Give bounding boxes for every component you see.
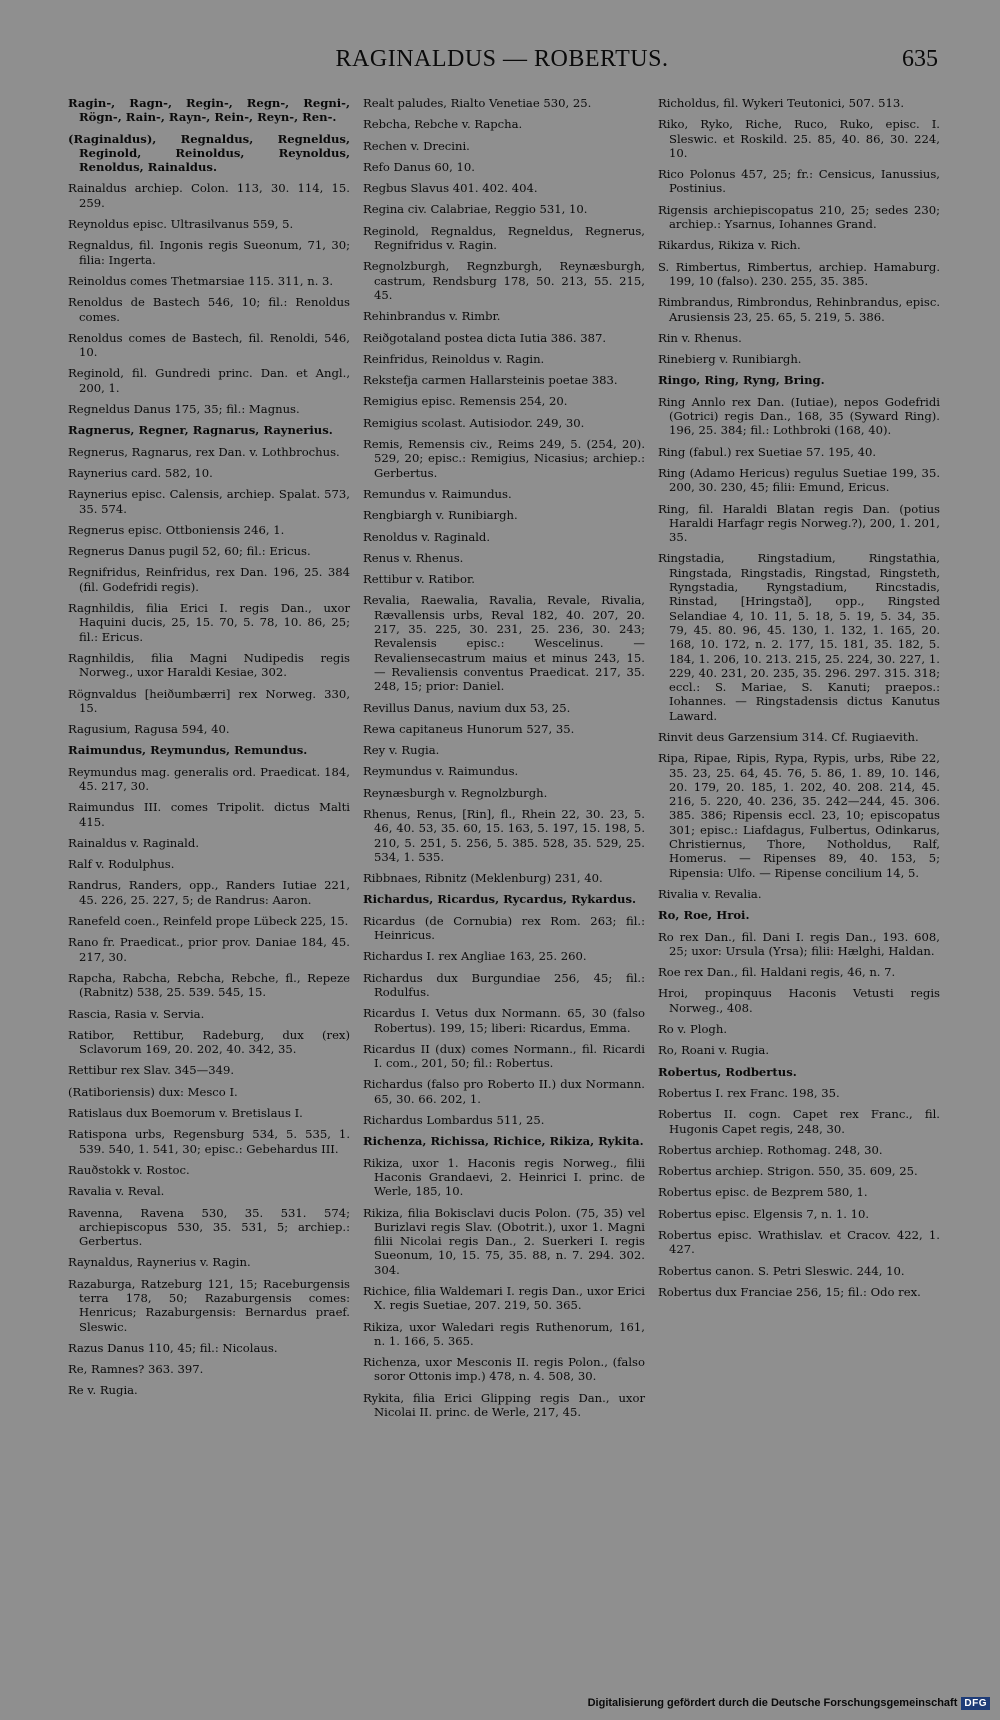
index-entry: Ratislaus dux Boemorum v. Bretislaus I. — [68, 1106, 303, 1121]
index-entry: Reinfridus, Reinoldus v. Ragin. — [363, 351, 545, 366]
index-column-2 — [363, 96, 645, 1426]
index-entry: Regnerus episc. Ottboniensis 246, 1. — [68, 522, 285, 537]
index-heading: (Raginaldus), Regnaldus, Regneldus, Reginold, Reinoldus, Reynoldus, Renoldus, Rainaldus. — [68, 131, 350, 175]
index-entry: Regina civ. Calabriae, Reggio 531, 10. — [363, 202, 588, 217]
index-entry: Riko, Ryko, Riche, Ruco, Ruko, episc. I. Sleswic. et Roskild. 25. 85, 40. 86, 30. 224, 10. — [658, 117, 940, 160]
index-entry: Ricardus (de Cornubia) rex Rom. 263; fil.: Heinricus. — [363, 913, 645, 943]
index-entry: Rikiza, uxor Waledari regis Ruthenorum, 161, n. 1. 166, 5. 365. — [363, 1319, 645, 1348]
index-entry: Robertus archiep. Rothomag. 248, 30. — [658, 1142, 883, 1157]
index-entry: Re v. Rugia. — [68, 1383, 138, 1398]
index-entry: Rainaldus v. Raginald. — [68, 835, 200, 850]
index-entry: Rikiza, uxor 1. Haconis regis Norweg., filii Haconis Grandaevi, 2. Heinrici I. princ. de Werle, 185, 10. — [363, 1155, 645, 1199]
index-entry: Razus Danus 110, 45; fil.: Nicolaus. — [68, 1340, 278, 1355]
index-column-3 — [658, 96, 940, 1306]
index-entry: Richoldus, fil. Wykeri Teutonici, 507. 513. — [658, 96, 904, 110]
index-entry: Regnerus Danus pugil 52, 60; fil.: Ericus. — [68, 544, 311, 559]
index-entry: Ragnhildis, filia Magni Nudipedis regis Norweg., uxor Haraldi Kesiae, 302. — [68, 650, 350, 680]
index-entry: Hroi, propinquus Haconis Vetusti regis Norweg., 408. — [658, 986, 940, 1015]
index-heading: Ragin-, Ragn-, Regin-, Regn-, Regni-, Rögn-, Rain-, Rayn-, Rein-, Reyn-, Ren-. — [68, 96, 350, 125]
index-entry: S. Rimbertus, Rimbertus, archiep. Hamaburg. 199, 10 (falso). 230. 255, 35. 385. — [658, 259, 940, 288]
index-entry: Ranefeld coen., Reinfeld prope Lübeck 225, 15. — [68, 914, 349, 929]
index-entry: Robertus episc. Elgensis 7, n. 1. 10. — [658, 1206, 870, 1221]
index-entry: Reinoldus comes Thetmarsiae 115. 311, n. 3. — [68, 273, 334, 288]
index-heading: Raimundus, Reymundus, Remundus. — [68, 743, 308, 758]
index-entry: Re, Ramnes? 363. 397. — [68, 1362, 204, 1377]
index-entry: Reymundus mag. generalis ord. Praedicat. 184, 45. 217, 30. — [68, 764, 350, 793]
index-entry: Ribbnaes, Ribnitz (Meklenburg) 231, 40. — [363, 871, 603, 886]
index-heading: Richenza, Richissa, Richice, Rikiza, Rykita. — [363, 1134, 644, 1149]
index-entry: Rinvit deus Garzensium 314. Cf. Rugiaevith. — [658, 729, 919, 744]
index-entry: Ring Annlo rex Dan. (Iutiae), nepos Godefridi (Gotrici) regis Dan., 168, 35 (Syward Ring). 196, 25. 384; fil.: Lothbroki (168, 40). — [658, 394, 940, 438]
index-entry: Remundus v. Raimundus. — [363, 486, 512, 501]
index-heading: Ragnerus, Regner, Ragnarus, Raynerius. — [68, 423, 333, 438]
index-entry: Randrus, Randers, opp., Randers Iutiae 221, 45. 226, 25. 227, 5; de Randrus: Aaron. — [68, 878, 350, 907]
index-heading: Ro, Roe, Hroi. — [658, 908, 750, 923]
index-entry: Robertus episc. Wrathislav. et Cracov. 422, 1. 427. — [658, 1228, 940, 1257]
index-entry: Regnolzburgh, Regnzburgh, Reynæsburgh, castrum, Rendsburg 178, 50. 213, 55. 215, 45. — [363, 259, 645, 302]
index-column-1 — [68, 96, 350, 1405]
index-entry: Remigius scolast. Autisiodor. 249, 30. — [363, 415, 585, 430]
index-entry: Realt paludes, Rialto Venetiae 530, 25. — [363, 96, 592, 110]
index-entry: Rey v. Rugia. — [363, 743, 440, 758]
index-entry: Regnaldus, fil. Ingonis regis Sueonum, 71, 30; filia: Ingerta. — [68, 238, 350, 267]
index-heading: Richardus, Ricardus, Rycardus, Rykardus. — [363, 892, 637, 907]
index-entry: Ripa, Ripae, Ripis, Rypa, Rypis, urbs, Ribe 22, 35. 23, 25. 64, 45. 76, 5. 86, 1. 89, 10. 146, 20. 179, 20. 185, 1. 202, 40. 208. 214, 45. 216, 5. 220, 40. 236, 35. 242—244, 45. 306. 385. 386; Ripensis eccl. 23, 10; episcopatus 301; episc.: Liafdagus, Fulbertus, Odinkarus, Christiernus, Thore, Notholdus, Ralf, Homerus. — Ripenses 89, 40. 153, 5; Ripensia: Ulfo. — Ripense concilium 14, 5. — [658, 751, 940, 880]
index-entry: Raynerius episc. Calensis, archiep. Spalat. 573, 35. 574. — [68, 487, 350, 516]
index-entry: Revalia, Raewalia, Ravalia, Revale, Rivalia, Rævallensis urbs, Reval 182, 40. 207, 20. 217, 35. 225, 30. 231, 25. 236, 30. 243; Revalensis episc.: Wescelinus. — Revaliensecastrum maius et minus 243, 15. — Revaliensis conventus Praedicat. 217, 35. 248, 15; prior: Daniel. — [363, 593, 645, 694]
index-entry: (Ratiboriensis) dux: Mesco I. — [68, 1084, 238, 1099]
index-entry: Ring, fil. Haraldi Blatan regis Dan. (potius Haraldi Harfagr regis Norweg.?), 200, 1. 201, 35. — [658, 501, 940, 545]
index-entry: Ragusium, Ragusa 594, 40. — [68, 722, 230, 737]
index-entry: Reginold, fil. Gundredi princ. Dan. et Angl., 200, 1. — [68, 366, 350, 395]
index-entry: Remis, Remensis civ., Reims 249, 5. (254, 20). 529, 20; episc.: Remigius, Nicasius; archiep.: Gerbertus. — [363, 437, 645, 480]
index-entry: Rechen v. Drecini. — [363, 138, 470, 153]
index-entry: Ringstadia, Ringstadium, Ringstathia, Ringstada, Ringstadis, Ringstad, Ringsteth, Ryngstadia, Ryngstadium, Rincstadis, Rinstad, [Hringstað], opp., Ringsted Selandiae 4, 10. 11, 5. 18, 5. 19, 5. 34, 35. 79, 45. 80. 96, 45. 130, 1. 132, 1. 165, 20. 168, 10. 172, n. 2. 177, 15. 181, 35. 182, 5. 184, 1. 206, 10. 213. 215, 25. 224, 30. 227, 1. 229, 40. 231, 20. 235, 35. 296. 297. 315. 318; eccl.: S. Mariae, S. Kanuti; praepos.: Iohannes. — Ringstadensis dictus Kanutus Laward. — [658, 551, 940, 723]
index-entry: Ralf v. Rodulphus. — [68, 857, 175, 872]
index-entry: Razaburga, Ratzeburg 121, 15; Raceburgensis terra 178, 50; Razaburgensis comes: Henricus; Razaburgensis: Bernardus praef. Sleswic. — [68, 1276, 350, 1334]
index-entry: Rinebierg v. Runibiargh. — [658, 352, 802, 367]
index-entry: Ring (Adamo Hericus) regulus Suetiae 199, 35. 200, 30. 230, 45; filii: Emund, Ericus. — [658, 465, 940, 495]
index-entry: Ravenna, Ravena 530, 35. 531. 574; archiepiscopus 530, 35. 531, 5; archiep.: Gerbertus. — [68, 1205, 350, 1249]
index-heading: Robertus, Rodbertus. — [658, 1064, 797, 1079]
index-entry: Robertus archiep. Strigon. 550, 35. 609, 25. — [658, 1164, 918, 1179]
index-entry: Revillus Danus, navium dux 53, 25. — [363, 700, 571, 715]
index-entry: Raynaldus, Raynerius v. Ragin. — [68, 1255, 251, 1270]
index-entry: Reynæsburgh v. Regnolzburgh. — [363, 785, 548, 800]
index-entry: Ricardus I. Vetus dux Normann. 65, 30 (falso Robertus). 199, 15; liberi: Ricardus, Emma. — [363, 1006, 645, 1035]
index-entry: Renoldus de Bastech 546, 10; fil.: Renoldus comes. — [68, 295, 350, 324]
index-entry: Remigius episc. Remensis 254, 20. — [363, 394, 568, 409]
index-entry: Rehinbrandus v. Rimbr. — [363, 309, 501, 324]
index-entry: Ragnhildis, filia Erici I. regis Dan., uxor Haquini ducis, 25, 15. 70, 5. 78, 10. 86, 25; fil.: Ericus. — [68, 601, 350, 644]
index-entry: Renoldus v. Raginald. — [363, 529, 491, 544]
index-entry: Rewa capitaneus Hunorum 527, 35. — [363, 721, 575, 736]
index-entry: Reiðgotaland postea dicta Iutia 386. 387. — [363, 330, 607, 345]
index-entry: Robertus II. cogn. Capet rex Franc., fil. Hugonis Capet regis, 248, 30. — [658, 1107, 940, 1136]
index-entry: Renus v. Rhenus. — [363, 550, 464, 565]
index-entry: Ratispona urbs, Regensburg 534, 5. 535, 1. 539. 540, 1. 541, 30; episc.: Gebehardus III. — [68, 1127, 350, 1156]
index-entry: Rauðstokk v. Rostoc. — [68, 1162, 190, 1177]
index-entry: Rigensis archiepiscopatus 210, 25; sedes 230; archiep.: Ysarnus, Iohannes Grand. — [658, 202, 940, 232]
index-entry: Rico Polonus 457, 25; fr.: Censicus, Ianussius, Postinius. — [658, 167, 940, 196]
index-entry: Robertus I. rex Franc. 198, 35. — [658, 1085, 840, 1100]
index-entry: Ro, Roani v. Rugia. — [658, 1043, 770, 1058]
index-entry: Ring (fabul.) rex Suetiae 57. 195, 40. — [658, 444, 877, 459]
index-entry: Robertus dux Franciae 256, 15; fil.: Odo rex. — [658, 1284, 921, 1299]
index-entry: Richice, filia Waldemari I. regis Dan., uxor Erici X. regis Suetiae, 207. 219, 50. 365. — [363, 1284, 645, 1313]
index-entry: Raynerius card. 582, 10. — [68, 465, 213, 480]
index-entry: Raimundus III. comes Tripolit. dictus Malti 415. — [68, 800, 350, 829]
index-entry: Rögnvaldus [heiðumbærri] rex Norweg. 330, 15. — [68, 686, 350, 715]
footer-text: Digitalisierung gefördert durch die Deutsche Forschungsgemeinschaft — [587, 1697, 958, 1709]
index-entry: Ratibor, Rettibur, Radeburg, dux (rex) Sclavorum 169, 20. 202, 40. 342, 35. — [68, 1027, 350, 1057]
index-entry: Ricardus II (dux) comes Normann., fil. Ricardi I. com., 201, 50; fil.: Robertus. — [363, 1041, 645, 1071]
page-title: RAGINALDUS — ROBERTUS. — [335, 46, 669, 72]
dfg-logo-icon: DFG — [961, 1697, 990, 1710]
index-entry: Robertus canon. S. Petri Sleswic. 244, 10. — [658, 1263, 905, 1278]
index-entry: Renoldus comes de Bastech, fil. Renoldi, 546, 10. — [68, 330, 350, 360]
index-entry: Rettibur v. Ratibor. — [363, 572, 475, 587]
index-entry: Robertus episc. de Bezprem 580, 1. — [658, 1185, 868, 1200]
index-entry: Richardus (falso pro Roberto II.) dux Normann. 65, 30. 66. 202, 1. — [363, 1077, 645, 1106]
index-entry: Rykita, filia Erici Glipping regis Dan., uxor Nicolai II. princ. de Werle, 217, 45. — [363, 1390, 645, 1420]
index-entry: Rekstefja carmen Hallarsteinis poetae 383. — [363, 373, 618, 388]
index-entry: Richardus dux Burgundiae 256, 45; fil.: Rodulfus. — [363, 970, 645, 999]
index-entry: Rengbiargh v. Runibiargh. — [363, 508, 518, 523]
index-entry: Regnifridus, Reinfridus, rex Dan. 196, 25. 384 (fil. Godefridi regis). — [68, 565, 350, 594]
index-entry: Refo Danus 60, 10. — [363, 159, 475, 174]
page-header — [66, 46, 938, 82]
index-entry: Roe rex Dan., fil. Haldani regis, 46, n. 7. — [658, 965, 896, 980]
index-entry: Rin v. Rhenus. — [658, 330, 742, 345]
index-entry: Reynoldus episc. Ultrasilvanus 559, 5. — [68, 217, 294, 232]
index-entry: Rebcha, Rebche v. Rapcha. — [363, 117, 523, 132]
index-entry: Richardus I. rex Angliae 163, 25. 260. — [363, 949, 587, 964]
index-entry: Richenza, uxor Mesconis II. regis Polon., (falso soror Ottonis imp.) 478, n. 4. 508, 30. — [363, 1355, 645, 1384]
page-number: 635 — [902, 46, 938, 72]
index-entry: Regnerus, Ragnarus, rex Dan. v. Lothbrochus. — [68, 444, 340, 459]
index-entry: Rainaldus archiep. Colon. 113, 30. 114, 15. 259. — [68, 181, 350, 210]
index-entry: Rikiza, filia Bokisclavi ducis Polon. (75, 35) vel Burizlavi regis Slav. (Obotrit.), uxor 1. Magni filii Nicolai regis Dan., 2. Suerkeri I. regis Sueonum, 10, 15. 75, 35. 88, n. 7. 294. 302. 304. — [363, 1205, 645, 1277]
index-entry: Rikardus, Rikiza v. Rich. — [658, 238, 801, 253]
index-entry: Rhenus, Renus, [Rin], fl., Rhein 22, 30. 23, 5. 46, 40. 53, 35. 60, 15. 163, 5. 197, 15. 198, 5. 210, 5. 251, 5. 256, 5. 385. 528, 35. 529, 25. 534, 1. 535. — [363, 806, 645, 864]
index-entry: Rettibur rex Slav. 345—349. — [68, 1063, 235, 1078]
index-entry: Reginold, Regnaldus, Regneldus, Regnerus, Regnifridus v. Ragin. — [363, 223, 645, 253]
index-entry: Ravalia v. Reval. — [68, 1184, 165, 1199]
index-heading: Ringo, Ring, Ryng, Bring. — [658, 373, 825, 388]
index-entry: Richardus Lombardus 511, 25. — [363, 1113, 545, 1128]
index-entry: Rapcha, Rabcha, Rebcha, Rebche, fl., Repeze (Rabnitz) 538, 25. 539. 545, 15. — [68, 970, 350, 1000]
footer-credit — [588, 1694, 990, 1712]
index-entry: Rivalia v. Revalia. — [658, 886, 762, 901]
index-entry: Ro rex Dan., fil. Dani I. regis Dan., 193. 608, 25; uxor: Ursula (Yrsa); filii: Hælghi, Haldan. — [658, 929, 940, 958]
index-entry: Reymundus v. Raimundus. — [363, 764, 519, 779]
index-entry: Rascia, Rasia v. Servia. — [68, 1006, 205, 1021]
index-entry: Rimbrandus, Rimbrondus, Rehinbrandus, episc. Arusiensis 23, 25. 65, 5. 219, 5. 386. — [658, 295, 940, 324]
index-entry: Rano fr. Praedicat., prior prov. Daniae 184, 45. 217, 30. — [68, 935, 350, 964]
index-entry: Regbus Slavus 401. 402. 404. — [363, 181, 538, 196]
index-entry: Ro v. Plogh. — [658, 1022, 728, 1037]
index-entry: Regneldus Danus 175, 35; fil.: Magnus. — [68, 402, 300, 417]
